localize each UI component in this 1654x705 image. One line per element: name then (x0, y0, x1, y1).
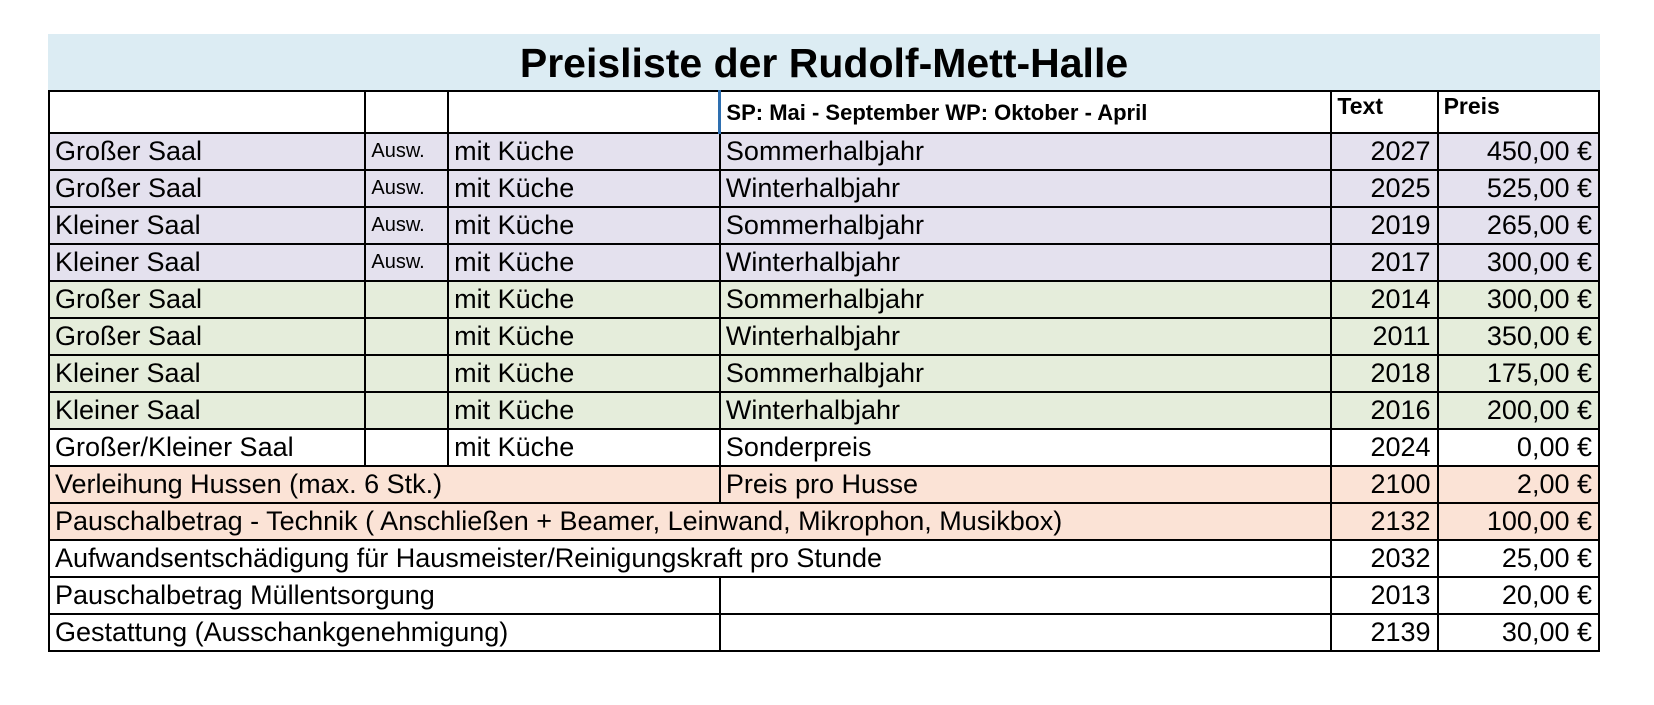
header-row (49, 91, 1599, 133)
price-cell: 2,00 € (1438, 466, 1599, 503)
kitchen-cell: mit Küche (448, 244, 720, 281)
price-cell: 300,00 € (1438, 244, 1599, 281)
kitchen-cell: mit Küche (448, 355, 720, 392)
item-label-cell: Pauschalbetrag Müllentsorgung (49, 577, 720, 614)
price-cell: 175,00 € (1438, 355, 1599, 392)
header-cell-empty (49, 91, 365, 133)
text-code-cell: 2016 (1331, 392, 1437, 429)
table-row (49, 318, 1599, 355)
price-table (48, 90, 1600, 652)
period-cell: Sommerhalbjahr (720, 355, 1332, 392)
room-cell: Großer Saal (49, 133, 365, 170)
kitchen-cell: mit Küche (448, 392, 720, 429)
item-label-cell: Aufwandsentschädigung für Hausmeister/Reinigungskraft pro Stunde (49, 540, 1331, 577)
kitchen-cell: mit Küche (448, 281, 720, 318)
kitchen-cell: mit Küche (448, 170, 720, 207)
text-column-header: Text (1331, 91, 1437, 133)
table-row (49, 614, 1599, 651)
ausw-cell (365, 355, 448, 392)
text-code-cell: 2032 (1331, 540, 1437, 577)
period-cell: Winterhalbjahr (720, 318, 1332, 355)
room-cell: Großer Saal (49, 281, 365, 318)
text-code-cell: 2024 (1331, 429, 1437, 466)
period-cell (720, 614, 1332, 651)
room-cell: Großer/Kleiner Saal (49, 429, 365, 466)
kitchen-cell: mit Küche (448, 429, 720, 466)
room-cell: Großer Saal (49, 318, 365, 355)
item-label-cell: Gestattung (Ausschankgenehmigung) (49, 614, 720, 651)
ausw-cell (365, 318, 448, 355)
table-row (49, 207, 1599, 244)
price-cell: 265,00 € (1438, 207, 1599, 244)
table-row (49, 577, 1599, 614)
period-cell (720, 577, 1332, 614)
ausw-cell: Ausw. (365, 133, 448, 170)
text-code-cell: 2018 (1331, 355, 1437, 392)
room-cell: Kleiner Saal (49, 207, 365, 244)
price-cell: 20,00 € (1438, 577, 1599, 614)
table-row (49, 503, 1599, 540)
text-code-cell: 2011 (1331, 318, 1437, 355)
price-cell: 25,00 € (1438, 540, 1599, 577)
text-code-cell: 2100 (1331, 466, 1437, 503)
table-row (49, 170, 1599, 207)
text-code-cell: 2017 (1331, 244, 1437, 281)
price-cell: 525,00 € (1438, 170, 1599, 207)
period-cell: Sommerhalbjahr (720, 133, 1332, 170)
text-code-cell: 2013 (1331, 577, 1437, 614)
price-cell: 200,00 € (1438, 392, 1599, 429)
ausw-cell: Ausw. (365, 207, 448, 244)
item-label-cell: Pauschalbetrag - Technik ( Anschließen + Beamer, Leinwand, Mikrophon, Musikbox) (49, 503, 1331, 540)
period-cell: Sonderpreis (720, 429, 1332, 466)
table-row (49, 392, 1599, 429)
room-cell: Kleiner Saal (49, 392, 365, 429)
page-title: Preisliste der Rudolf-Mett-Halle (48, 34, 1600, 90)
text-code-cell: 2019 (1331, 207, 1437, 244)
period-cell: Sommerhalbjahr (720, 281, 1332, 318)
ausw-cell (365, 429, 448, 466)
table-row (49, 466, 1599, 503)
price-cell: 30,00 € (1438, 614, 1599, 651)
text-code-cell: 2027 (1331, 133, 1437, 170)
text-code-cell: 2014 (1331, 281, 1437, 318)
table-row (49, 244, 1599, 281)
kitchen-cell: mit Küche (448, 318, 720, 355)
room-cell: Großer Saal (49, 170, 365, 207)
kitchen-cell: mit Küche (448, 133, 720, 170)
price-cell: 0,00 € (1438, 429, 1599, 466)
table-row (49, 355, 1599, 392)
period-cell: Preis pro Husse (720, 466, 1332, 503)
price-cell: 100,00 € (1438, 503, 1599, 540)
room-cell: Kleiner Saal (49, 355, 365, 392)
period-cell: Winterhalbjahr (720, 392, 1332, 429)
text-code-cell: 2132 (1331, 503, 1437, 540)
item-label-cell: Verleihung Hussen (max. 6 Stk.) (49, 466, 720, 503)
ausw-cell: Ausw. (365, 244, 448, 281)
header-cell-empty (448, 91, 720, 133)
price-list-sheet (48, 34, 1600, 652)
price-cell: 450,00 € (1438, 133, 1599, 170)
price-column-header: Preis (1438, 91, 1599, 133)
ausw-cell: Ausw. (365, 170, 448, 207)
season-note-header: SP: Mai - September WP: Oktober - April (720, 91, 1332, 133)
table-row (49, 429, 1599, 466)
table-row (49, 133, 1599, 170)
text-code-cell: 2025 (1331, 170, 1437, 207)
price-cell: 350,00 € (1438, 318, 1599, 355)
text-code-cell: 2139 (1331, 614, 1437, 651)
kitchen-cell: mit Küche (448, 207, 720, 244)
period-cell: Sommerhalbjahr (720, 207, 1332, 244)
ausw-cell (365, 392, 448, 429)
table-row (49, 540, 1599, 577)
period-cell: Winterhalbjahr (720, 244, 1332, 281)
ausw-cell (365, 281, 448, 318)
period-cell: Winterhalbjahr (720, 170, 1332, 207)
price-cell: 300,00 € (1438, 281, 1599, 318)
room-cell: Kleiner Saal (49, 244, 365, 281)
header-cell-empty (365, 91, 448, 133)
table-row (49, 281, 1599, 318)
